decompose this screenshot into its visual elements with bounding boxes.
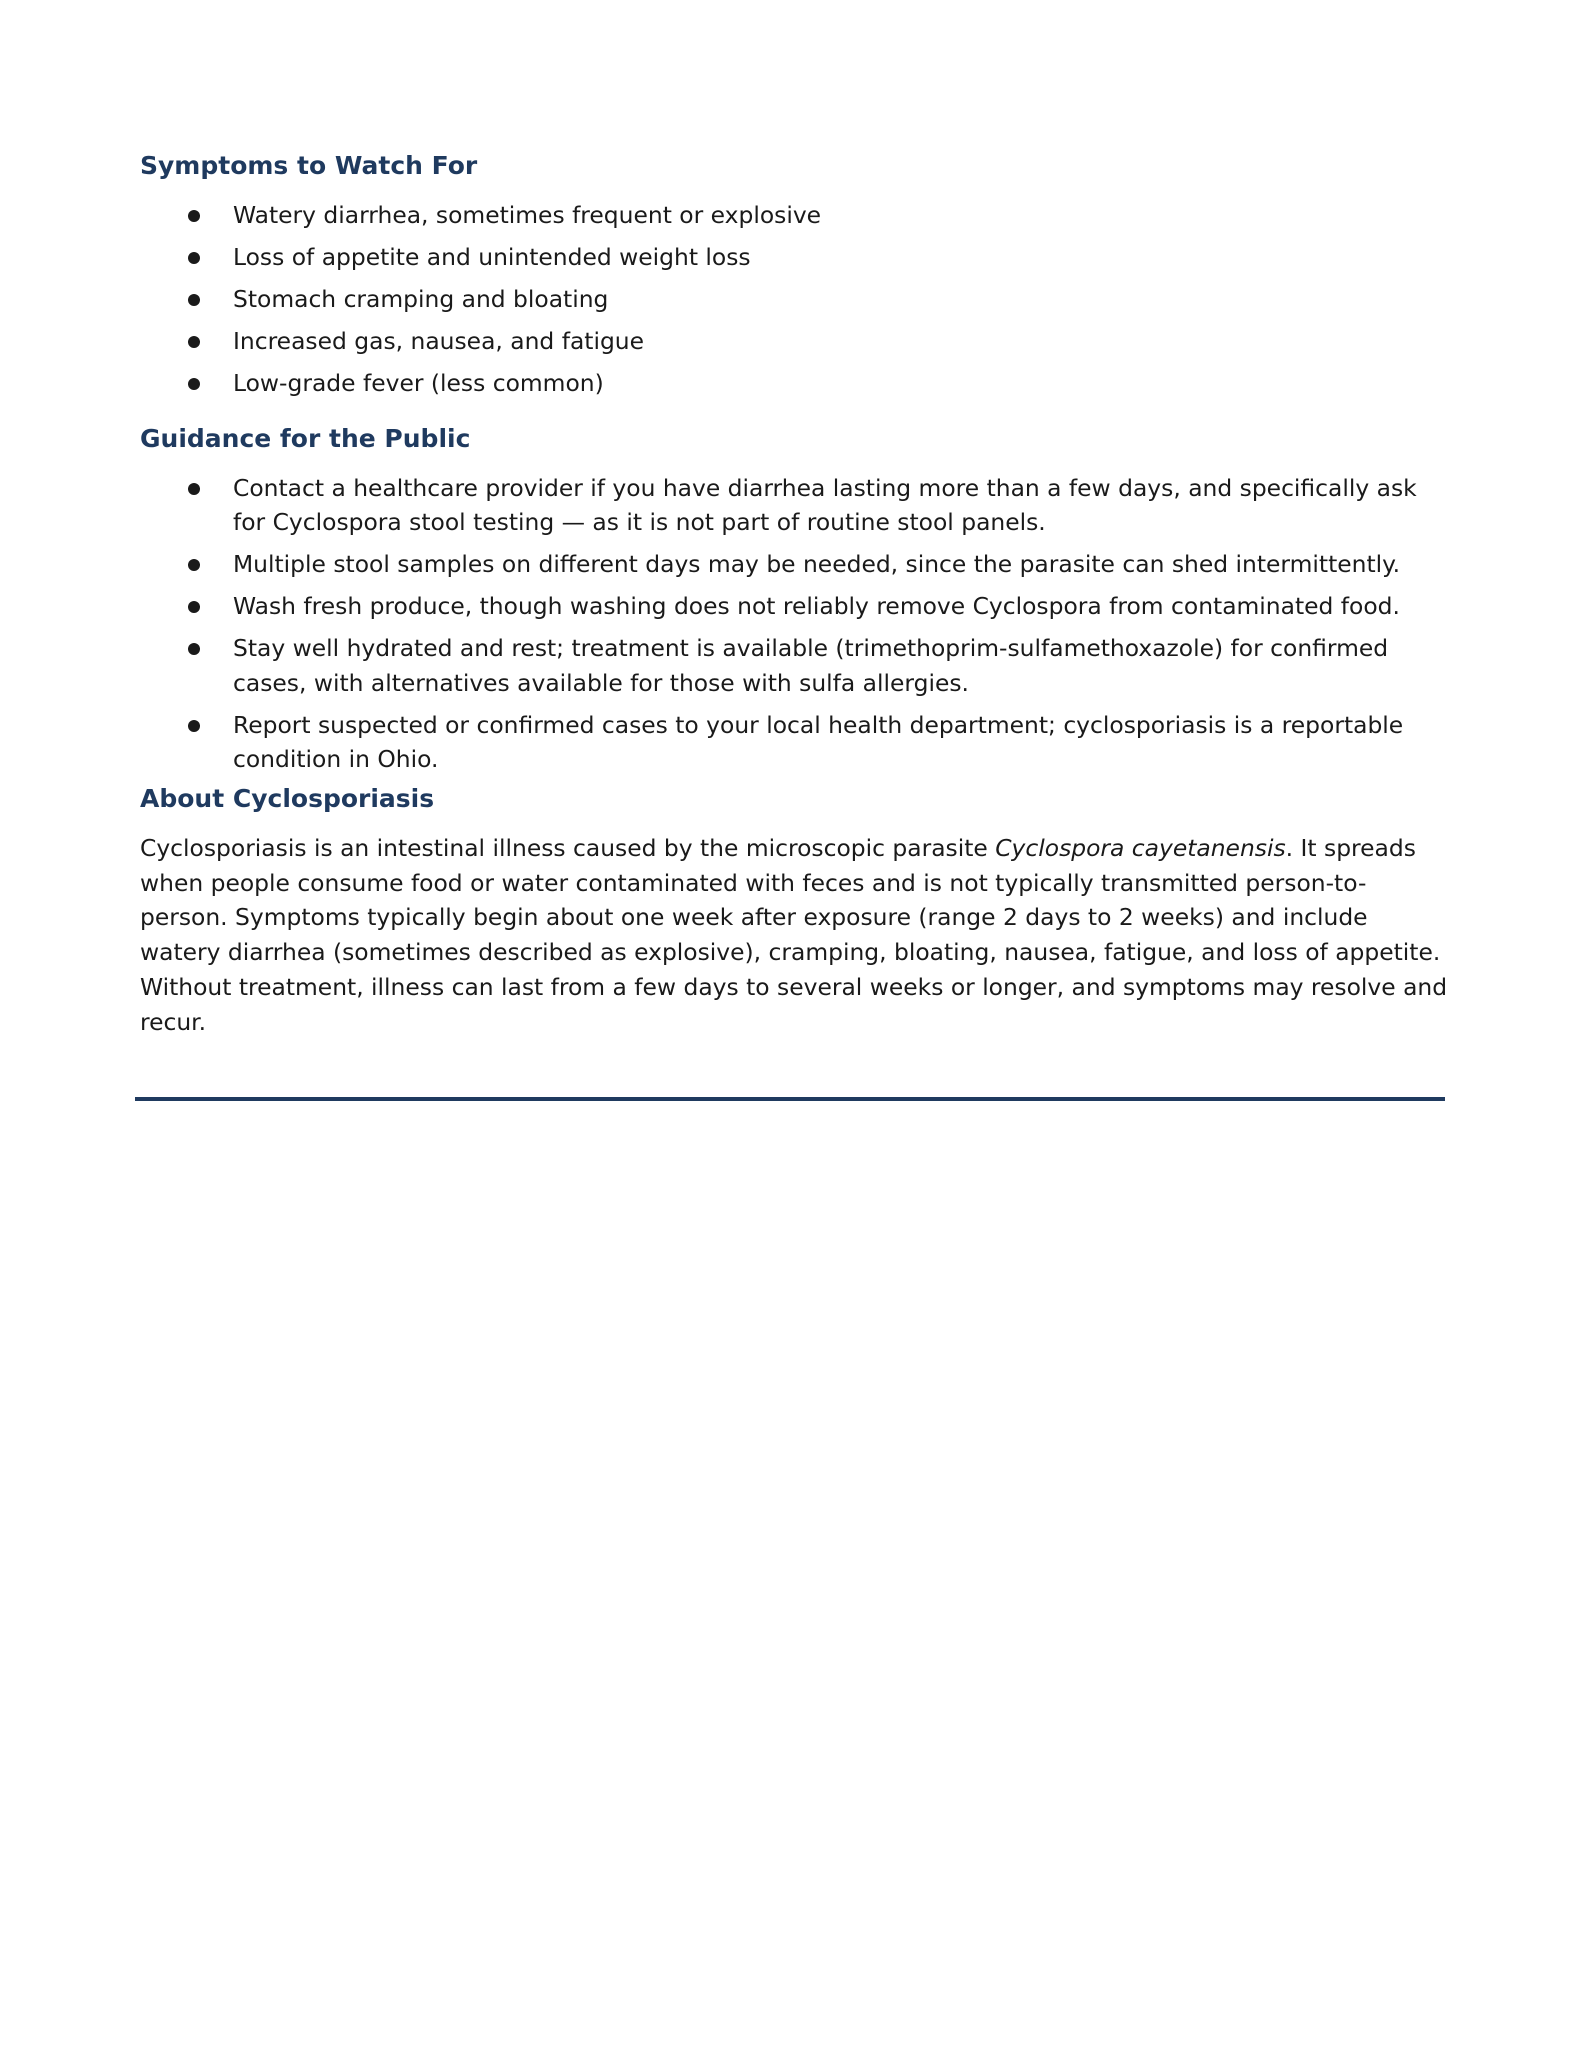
bullet-icon: [188, 252, 200, 264]
document-page: [140, 140, 1450, 1039]
list-item-text: Increased gas, nausea, and fatigue: [233, 327, 645, 355]
parasite-name: Cyclospora cayetanensis: [995, 834, 1286, 862]
list-item-text: Low-grade fever (less common): [233, 369, 604, 397]
list-item: [140, 631, 1450, 700]
symptoms-heading: Symptoms to Watch For: [140, 151, 478, 180]
list-item-text: Report suspected or confirmed cases to your local health department; cyclosporiasis is a reportable condition in Ohio.: [233, 710, 1404, 773]
bullet-icon: [188, 336, 200, 348]
about-paragraph: [140, 831, 1450, 1039]
about-text-start: Cyclosporiasis is an intestinal illness caused by the microscopic parasite: [140, 834, 996, 862]
list-item: [140, 547, 1450, 582]
list-item: [140, 324, 1450, 359]
guidance-heading: Guidance for the Public: [140, 423, 471, 453]
list-item-text: Loss of appetite and unintended weight loss: [233, 243, 751, 271]
list-item-text: Stay well hydrated and rest; treatment is available (trimethoprim-sulfamethoxazole) for confirmed cases, with alternatives available for those with sulfa allergies.: [233, 634, 1389, 697]
list-item-text: Stomach cramping and bloating: [233, 285, 609, 313]
bullet-icon: [188, 559, 200, 571]
list-item-text: Contact a healthcare provider if you have diarrhea lasting more than a few days, and specifically ask for Cyclospora stool testing — as it is not part of routine stool panels.: [233, 473, 1417, 536]
list-item: [140, 589, 1450, 624]
section-divider: [135, 1097, 1445, 1101]
list-item-text: Wash fresh produce, though washing does not reliably remove Cyclospora from contaminated food.: [233, 592, 1400, 620]
symptoms-list: [140, 198, 1450, 401]
list-item: [140, 240, 1450, 275]
bullet-icon: [188, 378, 200, 390]
bullet-icon: [188, 720, 200, 732]
list-item: [140, 282, 1450, 317]
list-item-text: Multiple stool samples on different days may be needed, since the parasite can shed intermittently.: [233, 550, 1401, 578]
list-item: [140, 366, 1450, 401]
bullet-icon: [188, 210, 200, 222]
list-item: [140, 708, 1450, 777]
list-item-text: Watery diarrhea, sometimes frequent or explosive: [233, 201, 822, 229]
guidance-list: [140, 471, 1450, 777]
bullet-icon: [188, 483, 200, 495]
bullet-icon: [188, 643, 200, 655]
about-heading: About Cyclosporiasis: [140, 784, 435, 813]
about-text-end: . It spreads when people consume food or water contaminated with feces and is not typically transmitted person-to-person. Symptoms typically begin about one week after exposure (range 2 days to 2 weeks) and include watery diarrhea (sometimes described as explosive), cramping, bloating, nausea, fatigue, and loss of appetite. Without treatment, illness can last from a few days to several weeks or longer, and symptoms may resolve and recur.: [140, 834, 1448, 1036]
bullet-icon: [188, 294, 200, 306]
list-item: [140, 198, 1450, 233]
list-item: [140, 471, 1450, 540]
bullet-icon: [188, 601, 200, 613]
